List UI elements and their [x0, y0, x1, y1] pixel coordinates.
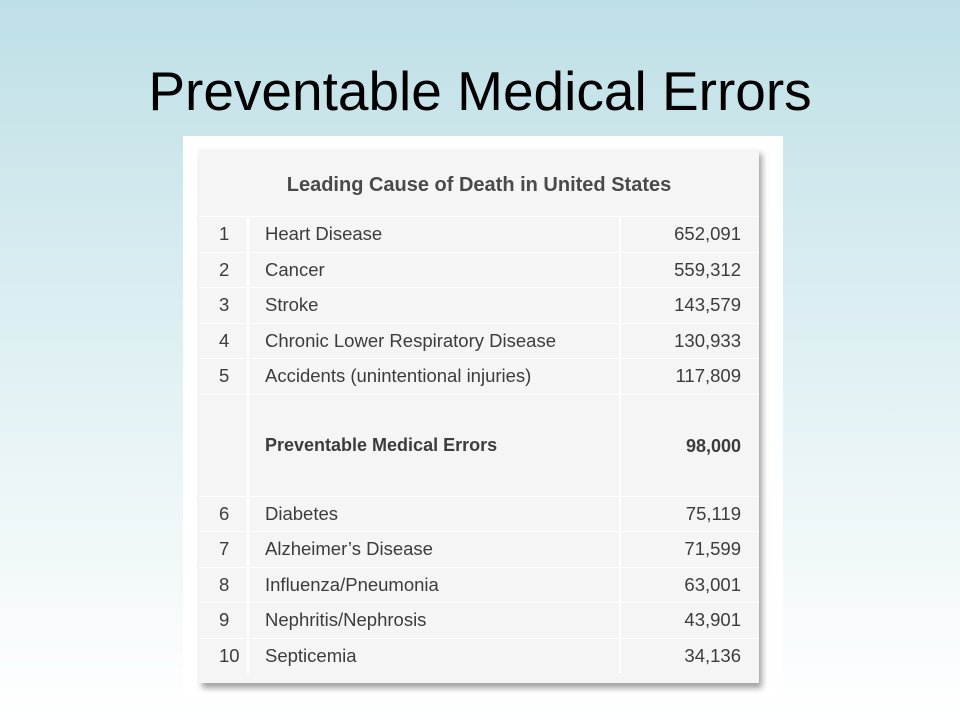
cause-cell: Stroke [247, 288, 621, 323]
rank-cell: 2 [219, 258, 230, 280]
cause-cell: Heart Disease [247, 217, 621, 252]
table-row [199, 252, 759, 288]
rank-cell: 6 [219, 502, 230, 524]
table-row [199, 638, 759, 674]
deaths-cell: 98,000 [685, 435, 741, 456]
rank-cell: 8 [219, 573, 230, 595]
cause-cell: Accidents (unintentional injuries) [247, 359, 621, 394]
rank-cell: 10 [219, 644, 240, 666]
rank-cell [199, 395, 247, 496]
table-heading: Leading Cause of Death in United States [286, 174, 672, 196]
deaths-cell: 34,136 [684, 644, 741, 666]
rank-cell: 5 [219, 365, 230, 387]
table-row [199, 567, 759, 603]
table-row [199, 496, 759, 532]
rank-cell: 4 [219, 329, 230, 351]
deaths-cell: 117,809 [675, 365, 741, 387]
deaths-cell: 559,312 [674, 258, 741, 280]
table-row [199, 216, 759, 252]
table-body [199, 216, 759, 673]
table-row [199, 602, 759, 638]
deaths-cell: 75,119 [685, 502, 741, 524]
cause-cell: Septicemia [247, 639, 621, 674]
rank-cell: 1 [219, 223, 230, 245]
table-row [199, 287, 759, 323]
cause-cell: Diabetes [247, 497, 621, 532]
table-row [199, 531, 759, 567]
table-image-frame [183, 136, 783, 700]
rank-cell: 7 [219, 538, 230, 560]
cause-cell: Cancer [247, 253, 621, 288]
cause-cell: Influenza/Pneumonia [247, 568, 621, 603]
cause-cell: Nephritis/Nephrosis [247, 603, 621, 638]
deaths-cell: 130,933 [674, 329, 741, 351]
deaths-cell: 71,599 [684, 538, 741, 560]
rank-cell: 3 [219, 294, 230, 316]
cause-cell: Chronic Lower Respiratory Disease [247, 324, 621, 359]
rank-cell: 9 [219, 609, 230, 631]
cause-cell: Preventable Medical Errors [247, 395, 621, 496]
deaths-cell: 63,001 [684, 573, 741, 595]
slide-title: Preventable Medical Errors [148, 60, 812, 122]
deaths-cell: 143,579 [674, 294, 741, 316]
table-row [199, 323, 759, 359]
cause-cell: Alzheimer’s Disease [247, 532, 621, 567]
death-causes-table [199, 149, 759, 683]
deaths-cell: 652,091 [674, 223, 741, 245]
table-row-highlight [199, 394, 759, 496]
table-row [199, 358, 759, 394]
deaths-cell: 43,901 [684, 609, 741, 631]
